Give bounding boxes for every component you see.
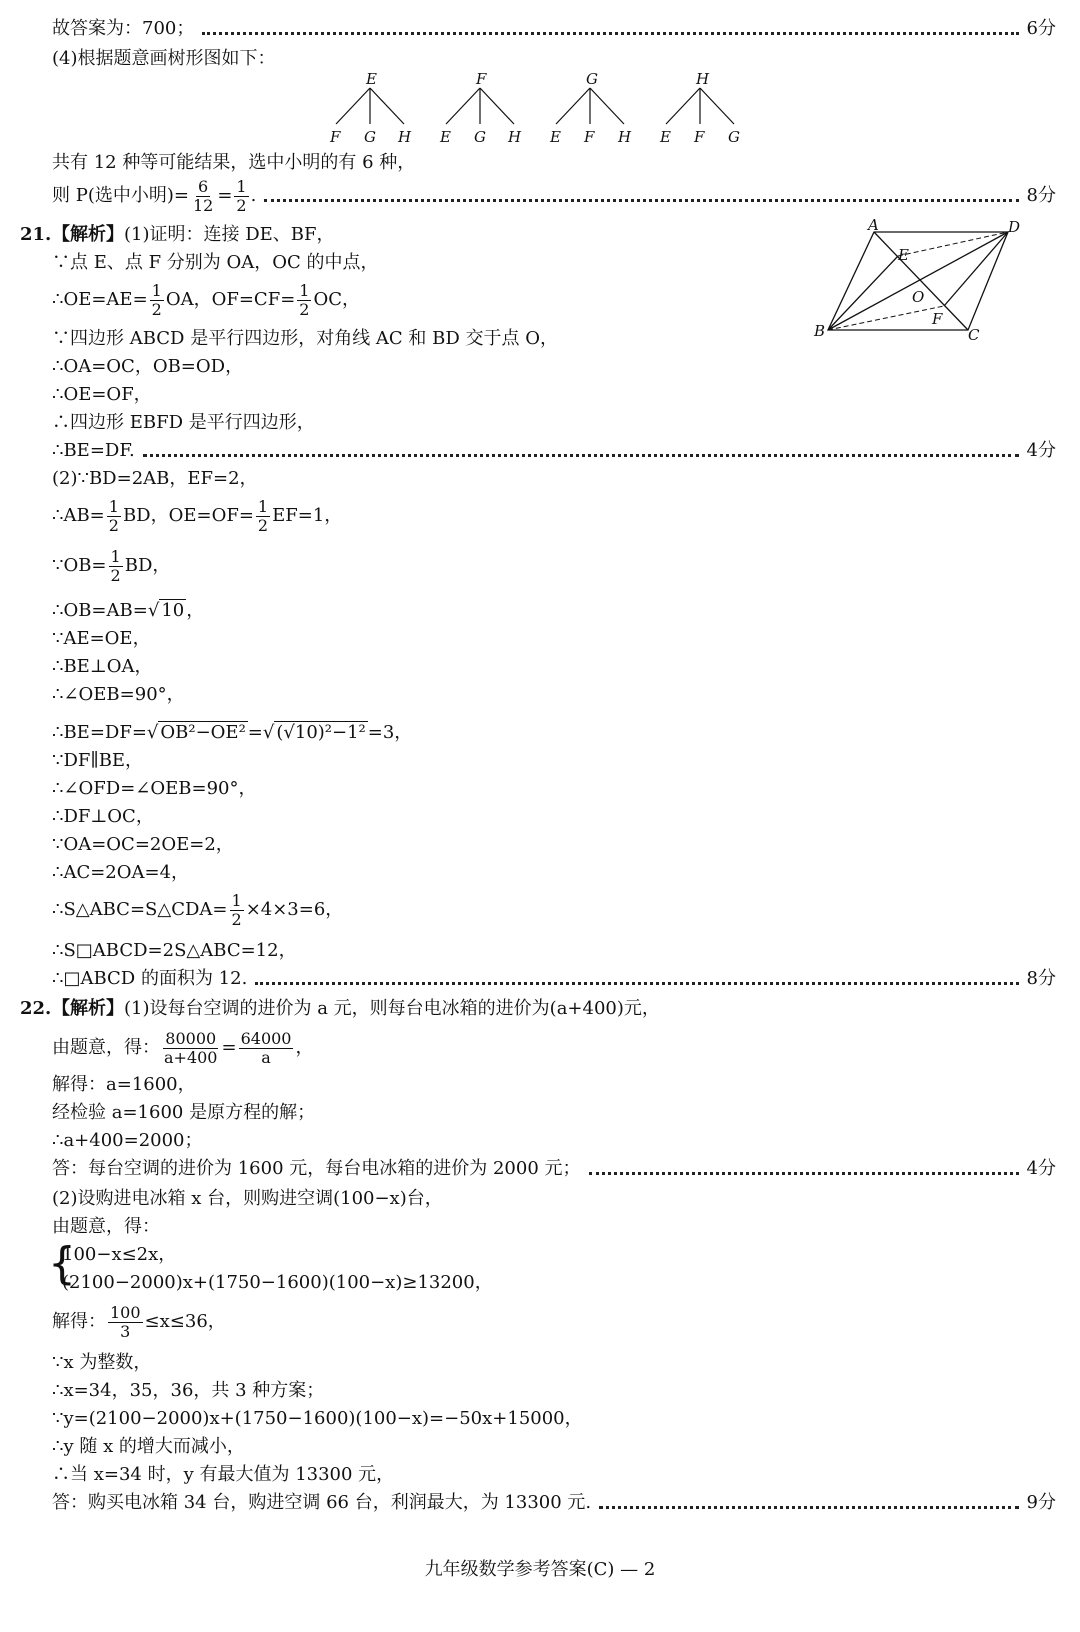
result-count-line: 共有 12 种等可能结果，选中小明的有 6 种， xyxy=(52,152,416,173)
score-label: 8分 xyxy=(1026,968,1056,989)
dot-leader xyxy=(143,454,1019,457)
tree-leaf: G xyxy=(728,128,740,146)
dot-leader xyxy=(202,32,1018,35)
solution-line: ∴当 x=34 时，y 有最大值为 13300 元， xyxy=(52,1464,395,1485)
proof-line: ∵点 E、点 F 分别为 OA，OC 的中点， xyxy=(52,252,379,273)
score-label: 9分 xyxy=(1026,1492,1056,1513)
tree-intro: (4)根据题意画树形图如下： xyxy=(52,48,276,69)
proof-line: ∴OB=AB=√ 10 ， xyxy=(52,600,205,621)
proof-line: ∵四边形 ABCD 是平行四边形，对角线 AC 和 BD 交于点 O， xyxy=(52,328,559,349)
proof-line: ∴OE=AE= $\frac{1}{2}$ OA，OF=CF= $\frac{1}{2}$ OC， xyxy=(52,280,360,319)
fraction: $\frac{100}{3}$ xyxy=(110,1302,141,1341)
sqrt-radicand: (√10)²−1² xyxy=(276,722,366,743)
q21-heading: 【解析】(1)证明：连接 DE、BF， xyxy=(52,224,335,245)
solution-line: 经检验 a=1600 是原方程的解； xyxy=(52,1102,316,1123)
tree-leaf: H xyxy=(618,128,632,146)
dot-leader xyxy=(264,199,1018,202)
proof-line: ∴DF⊥OC， xyxy=(52,806,154,827)
tree-leaf: H xyxy=(508,128,522,146)
sqrt-radicand: OB²−OE² xyxy=(160,722,246,743)
solution-line: ∴y 随 x 的增大而减小， xyxy=(52,1436,245,1457)
proof-line: (2)∵BD=2AB，EF=2， xyxy=(52,468,258,489)
proof-conclusion: ∴□ABCD 的面积为 12. 8分 xyxy=(52,966,1056,992)
proof-conclusion: ∴BE=DF. 4分 xyxy=(52,438,1056,464)
tree-root: H xyxy=(696,70,710,88)
solution-line: ∴a+400=2000； xyxy=(52,1130,203,1151)
proof-line: ∴四边形 EBFD 是平行四边形， xyxy=(52,412,315,433)
tree-root: F xyxy=(476,70,487,88)
dot-leader xyxy=(589,1172,1019,1175)
q22-heading: 【解析】(1)设每台空调的进价为 a 元，则每台电冰箱的进价为(a+400)元， xyxy=(52,998,660,1019)
dot-leader xyxy=(255,982,1018,985)
tree-leaf: G xyxy=(474,128,486,146)
system-brace: { xyxy=(48,1238,76,1289)
proof-line: ∴BE⊥OA， xyxy=(52,656,153,677)
proof-line: ∵OB= $\frac{1}{2}$ BD， xyxy=(52,546,171,585)
fraction: $\frac{1}{2}$ xyxy=(151,280,162,319)
proof-line: ∴∠OEB=90°， xyxy=(52,684,185,705)
solution-line: ∵y=(2100−2000)x+(1750−1600)(100−x)=−50x+15000， xyxy=(52,1408,583,1429)
tree-H xyxy=(659,70,740,146)
question-number: 21. xyxy=(20,224,52,245)
fraction: $\frac{1}{2}$ xyxy=(299,280,310,319)
tree-leaf: F xyxy=(330,128,341,146)
tree-E xyxy=(329,70,412,146)
solution-line: ∴x=34，35，36，共 3 种方案； xyxy=(52,1380,325,1401)
proof-line: ∴∠OFD=∠OEB=90°， xyxy=(52,778,257,799)
vertex-label: D xyxy=(1008,218,1021,236)
probability-line: 则 P(选中小明)= $\frac{6}{12}$ = $\frac{1}{2}$ . 8分 xyxy=(52,174,1056,218)
proof-line: ∵AE=OE， xyxy=(52,628,151,649)
tree-root: G xyxy=(586,70,598,88)
proof-line: ∴OE=OF， xyxy=(52,384,152,405)
fraction: $\frac{1}{2}$ xyxy=(236,176,247,215)
tree-leaf: E xyxy=(440,128,451,146)
fraction: $\frac{1}{2}$ xyxy=(108,496,119,535)
tree-leaf: E xyxy=(550,128,561,146)
solution-line: ∵x 为整数， xyxy=(52,1352,152,1373)
proof-line: ∴AB= $\frac{1}{2}$ BD，OE=OF= $\frac{1}{2}$ EF=1， xyxy=(52,496,343,535)
score-label: 8分 xyxy=(1026,185,1056,206)
vertex-label: F xyxy=(932,310,943,328)
parallelogram-figure xyxy=(808,218,1028,346)
dot-leader xyxy=(599,1506,1018,1509)
equation-line: 由题意，得： $\frac{80000}{a+400}$ = $\frac{64000}{a}$ ， xyxy=(52,1028,314,1067)
solution-line: 由题意，得： xyxy=(52,1216,160,1237)
tree-leaf: F xyxy=(584,128,595,146)
fraction: $\frac{1}{2}$ xyxy=(257,496,269,535)
score-label: 4分 xyxy=(1026,1158,1056,1179)
vertex-label: C xyxy=(968,326,980,344)
tree-leaf: F xyxy=(694,128,705,146)
score-label: 6分 xyxy=(1026,18,1056,39)
proof-line: ∵OA=OC=2OE=2， xyxy=(52,834,234,855)
fraction: $\frac{80000}{a+400}$ xyxy=(164,1028,218,1067)
proof-line: ∴BE=DF=√ OB²−OE² =√ (√10)²−1² =3， xyxy=(52,722,413,743)
proof-line: ∴S□ABCD=2S△ABC=12， xyxy=(52,940,297,961)
answer-line: 答：购买电冰箱 34 台，购进空调 66 台，利润最大，为 13300 元. 9分 xyxy=(52,1490,1056,1516)
page-footer: 九年级数学参考答案(C) — 2 xyxy=(424,1559,656,1580)
vertex-label: E xyxy=(898,246,909,264)
tree-root: E xyxy=(366,70,377,88)
fraction: $\frac{1}{2}$ xyxy=(231,890,242,929)
fraction: $\frac{6}{12}$ xyxy=(192,176,214,215)
proof-line: ∴OA=OC，OB=OD， xyxy=(52,356,244,377)
inequality-line: 100−x≤2x， xyxy=(62,1244,177,1265)
vertex-label: O xyxy=(912,288,925,306)
score-label: 4分 xyxy=(1026,440,1056,461)
answer-line: 答：每台空调的进价为 1600 元，每台电冰箱的进价为 2000 元； 4分 xyxy=(52,1156,1056,1182)
inequality-line: (2100−2000)x+(1750−1600)(100−x)≥13200， xyxy=(62,1272,493,1293)
sqrt-radicand: 10 xyxy=(161,600,185,621)
fraction: $\frac{64000}{a}$ xyxy=(240,1028,292,1067)
answer-line-700: 故答案为：700； 6分 xyxy=(52,16,1056,42)
solution-line: 解得： $\frac{100}{3}$ ≤x≤36， xyxy=(52,1302,226,1341)
solution-line: 解得：a=1600， xyxy=(52,1074,196,1095)
tree-leaf: E xyxy=(660,128,671,146)
tree-F xyxy=(439,70,522,146)
proof-line: ∴AC=2OA=4， xyxy=(52,862,190,883)
proof-line: ∵DF∥BE， xyxy=(52,750,144,771)
tree-leaf: G xyxy=(364,128,376,146)
fraction: $\frac{1}{2}$ xyxy=(110,546,121,585)
tree-leaf: H xyxy=(398,128,412,146)
vertex-label: A xyxy=(868,218,879,234)
proof-line: ∴S△ABC=S△CDA= $\frac{1}{2}$ ×4×3=6， xyxy=(52,890,344,929)
tree-G xyxy=(549,70,632,146)
tree-diagram xyxy=(320,68,760,150)
vertex-label: B xyxy=(814,322,826,340)
solution-line: (2)设购进电冰箱 x 台，则购进空调(100−x)台， xyxy=(52,1188,443,1209)
question-number: 22. xyxy=(20,998,52,1019)
